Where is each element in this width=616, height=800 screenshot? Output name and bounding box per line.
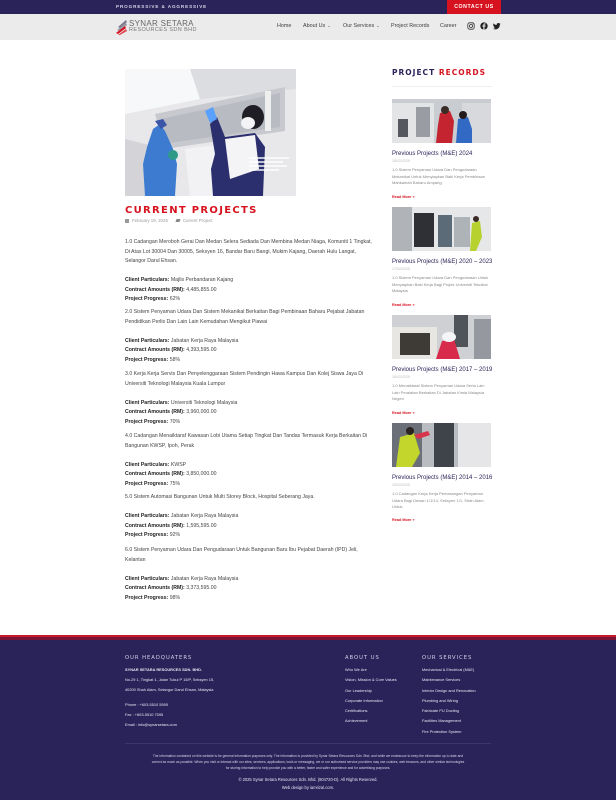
instagram-icon[interactable] [467,22,475,30]
footer-disclaimer: The information contained on this website is for general information purposes only. The information is provided by Synar Setara Resources Sdn. Bhd. and while we endeavour to keep the information up to date and correct as much as possible. When you visit or interact with our sites, services, applications, tools or messaging, we or our authorised service providers may use cookies, web beacons, and other similar technologies for storing information to help provide you with a better, faster and safer experience and for advertising purposes. [151,754,465,770]
chevron-down-icon: ⌄ [327,23,331,28]
project-card-date: 16/02/2025 [392,375,410,379]
top-bar [0,0,616,14]
amount-label: Contract Amounts (RM): [125,522,185,529]
amount-value: 3,850,000.00 [186,471,217,477]
project-amount [125,584,375,594]
amount-value: 4,485,855.00 [186,286,217,293]
tag-icon [175,219,180,222]
footer-about-heading: ABOUT US [345,655,380,661]
progress-label: Project Progress: [125,418,169,425]
footer-link-achievement[interactable]: Achievement [345,718,368,724]
progress-value: 62% [169,296,181,302]
footer-link-certifications[interactable]: Certifications [345,708,368,714]
client-value: Majlis Perbandaran Kajang [170,277,234,283]
project-progress [125,531,375,541]
sidebar-divider [392,86,492,87]
technician-photo [392,423,491,467]
sidebar-title-part1: PROJECT [392,68,436,77]
project-amount [125,408,375,418]
progress-value: 98% [169,594,181,601]
footer-address-line2: 40200 Shah Alam, Selangor Darul Ehsan, Malaysia [125,687,214,692]
project-entry [125,370,375,427]
amount-value: 4,393,595.00 [186,347,217,353]
project-entry [125,546,375,603]
twitter-icon[interactable] [493,22,501,30]
sidebar-title-part2: RECORDS [438,68,486,77]
progress-label: Project Progress: [125,532,169,538]
progress-label: Project Progress: [125,356,169,363]
footer-link-fire-protection[interactable]: Fire Protection System [422,728,462,734]
footer-web-credit[interactable]: Web design by iamrizal.com. [281,785,335,790]
main-navbar [0,14,616,40]
project-card-excerpt: 1.0 Cadangan Kerja Kerja Pemasangan Penyaman Udara Bagi Dewan 1/1/14, Seksyen 1/1, Shah Alam Untuk [392,491,484,509]
footer-link-mechanical-electrical[interactable]: Mechanical & Electrical (M&E) [422,667,475,672]
project-entry [125,432,375,489]
project-card-excerpt: 1.0 Sistem Penyaman Udara Dan Pengudaraan Mekanikal Untuk Menyiapkan Baki Kerja Pembinaan Mahkamah Baharu Ampang, [392,167,485,185]
footer-services-heading: OUR SERVICES [422,655,473,661]
client-label: Client Particulars: [125,575,170,582]
technicians-photo [125,69,296,196]
nav-home[interactable]: Home [277,23,292,29]
client-label: Client Particulars: [125,337,170,344]
nav-project-records[interactable]: Project Records [391,23,430,29]
project-entry [125,238,375,305]
contact-us-button[interactable]: CONTACT US [447,0,501,14]
footer-link-plumbing-wiring[interactable]: Plumbing and Wiring [422,697,458,703]
post-category-link[interactable]: Current Project [182,218,213,223]
project-client [125,276,375,286]
progress-value: 70% [169,418,181,425]
project-client [125,337,375,347]
read-more-link[interactable]: Read More » [392,195,415,199]
tagline: PROGRESSIVE & AGGRESSIVE [116,4,208,9]
footer-link-facilities-management[interactable]: Facilities Management [422,718,461,724]
project-card-image[interactable] [392,207,491,251]
project-card-excerpt: 1.0 Menaiktaraf Sistem Penyaman Udara Serta Lain Lain Peralatan Berkaitan Di Jabatan Kimia Malaysia Negeri [392,383,485,401]
amount-label: Contract Amounts (RM): [125,409,185,415]
progress-label: Project Progress: [125,594,169,601]
footer-link-our-leadership[interactable]: Our Leadership [345,687,372,693]
client-label: Client Particulars: [125,277,170,283]
nav-about-us[interactable] [303,23,331,29]
client-value: Jabatan Kerja Raya Malaysia [170,513,239,519]
project-progress [125,418,375,428]
logo-name: SYNAR SETARA [129,19,194,28]
project-card-date: 15/02/2025 [392,483,410,487]
project-description: 6.0 Sistem Penyaman Udara Dan Pengudaraan Untuk Bangunan Baru Ibu Pejabat Daerah (IPD) Jeli, Kelantan [125,547,358,563]
footer-link-who-we-are[interactable]: Who We Are [345,667,367,672]
footer-link-maintenance-services[interactable]: Maintenance Services [422,677,461,683]
footer-divider [125,743,491,744]
footer-email[interactable]: Email : info@synarsetara.com [125,722,177,727]
project-card-image[interactable] [392,99,491,143]
logo-subname: RESOURCES SDN BHD [129,27,197,33]
hvac-units-photo [392,99,491,143]
progress-value: 58% [169,356,181,363]
project-card-image[interactable] [392,423,491,467]
facebook-icon[interactable] [480,22,488,30]
client-label: Client Particulars: [125,399,170,406]
read-more-link[interactable]: Read More » [392,411,415,415]
project-client [125,461,375,471]
progress-value: 75% [169,480,181,487]
progress-value: 92% [169,532,181,538]
footer-link-vision-mission[interactable]: Vision, Mission & Core Values [345,677,397,683]
client-label: Client Particulars: [125,513,170,519]
amount-value: 3,373,595.00 [186,585,217,591]
footer-company-name: SYNAR SETARA RESOURCES SDN. BHD. [125,667,202,672]
project-progress [125,594,375,604]
client-value: Jabatan Kerja Raya Malaysia [170,337,239,344]
project-client [125,575,375,585]
progress-label: Project Progress: [125,480,169,487]
progress-label: Project Progress: [125,296,169,302]
project-card-title[interactable]: Previous Projects (M&E) 2024 [392,151,473,157]
footer-link-interior-design[interactable]: Interior Design and Renovation [422,687,476,693]
nav-our-services-label: Our Services [343,23,375,29]
project-card-excerpt: 1.0 Sistem Penyaman Udara Dan Pengudaraan Untuk Menyiapkan Baki Kerja Bagi Projek Universiti Teknikal Malaysia [392,275,489,293]
project-client [125,399,375,409]
read-more-link[interactable]: Read More » [392,518,415,522]
project-description: 4.0 Cadangan Menaiktaraf Kawasan Lobi Utama Setiap Tingkat Dan Tandas Termasuk Kerja Berkaitan Di Bangunan KWSP, Ipoh, Perak [125,433,368,449]
nav-career[interactable]: Career [440,23,457,29]
project-card-title[interactable]: Previous Projects (M&E) 2014 – 2016 [392,475,493,481]
footer-services-links [422,667,476,739]
project-amount [125,346,375,356]
footer-fax: Fax : +603-5510 7595 [125,712,164,717]
footer [0,640,616,800]
project-description: 1.0 Cadangan Meroboh Gerai Dan Medan Selera Sediada Dan Membina Medan Niaga, Komuniti 1 Tingkat, Di Atas Lot 30004 Dan 30005, Seksyen 16, Bandar Baru Bangi, Mukim Kajang, Daerah Hulu Langat, Selangor Darul Ehsan. [125,239,372,264]
project-amount [125,470,375,480]
project-entry [125,308,375,365]
footer-copyright: © 2025 Synar Setara Resources Sdn. Bhd. (804720-D). All Rights Reserved. [238,777,378,782]
amount-label: Contract Amounts (RM): [125,347,185,353]
footer-hq-heading: OUR HEADQUATERS [125,655,193,661]
read-more-link[interactable]: Read More » [392,303,415,307]
project-card-title[interactable]: Previous Projects (M&E) 2020 – 2023 [392,259,493,265]
footer-link-corporate-information[interactable]: Corporate Information [345,697,383,703]
project-card-title[interactable]: Previous Projects (M&E) 2017 – 2019 [392,367,493,373]
amount-value: 1,595,595.00 [186,522,217,529]
technician-photo [392,315,491,359]
footer-about-links [345,667,397,729]
project-client [125,512,375,522]
amount-label: Contract Amounts (RM): [125,286,185,293]
client-value: Universiti Teknologi Malaysia [170,399,238,406]
chevron-down-icon: ⌄ [376,23,380,28]
logo-mark-icon [116,19,128,35]
project-card-image[interactable] [392,315,491,359]
project-progress [125,356,375,366]
logo[interactable] [116,19,246,37]
client-value: Jabatan Kerja Raya Malaysia [170,575,239,582]
project-card-date: 17/02/2025 [392,267,410,271]
project-progress [125,480,375,490]
sidebar-title [392,68,486,77]
project-description: 3.0 Kerja Kerja Servis Dan Penyelenggaraan Sistem Pendingin Hawa Kampus Dan Kolej Siswa Jaya Di Universiti Teknologi Malaysia Kuala Lumpur [125,371,364,387]
project-progress [125,295,375,305]
footer-address-line1: No.29 1, Tingkat 1, Jalan Tukul P 15/P, Seksyen 15, [125,677,215,682]
amount-label: Contract Amounts (RM): [125,471,185,477]
calendar-icon [125,219,129,223]
footer-link-pu-ducting[interactable]: Fabricate PU Ducting [422,708,459,714]
client-value: KWSP [170,461,187,468]
amount-value: 3,960,000.00 [186,409,217,415]
project-entry [125,493,375,541]
project-card-date: 18/02/2025 [392,159,410,163]
project-description: 5.0 Sistem Automasi Bangunan Untuk Multi Storey Block, Hospital Seberang Jaya. [125,494,315,500]
page-title: CURRENT PROJECTS [125,205,258,216]
post-meta [125,218,212,223]
footer-phone[interactable]: Phone : +603-5510 5595 [125,702,168,707]
client-label: Client Particulars: [125,461,170,468]
project-description: 2.0 Sistem Penyaman Udara Dan Sistem Mekanikal Berkaitan Bagi Pembinaan Baharu Pejabat Jabatan Pendidikan Perlis Dan Lain Lain Kemudahan Mengikut Piawai [125,309,365,325]
post-date: February 19, 2025 [132,218,168,223]
post-featured-image [125,69,296,196]
hvac-units-photo [392,207,491,251]
nav-our-services[interactable] [343,23,380,29]
project-amount [125,286,375,296]
amount-label: Contract Amounts (RM): [125,585,185,591]
project-amount [125,522,375,532]
nav-about-us-label: About Us [303,23,326,29]
